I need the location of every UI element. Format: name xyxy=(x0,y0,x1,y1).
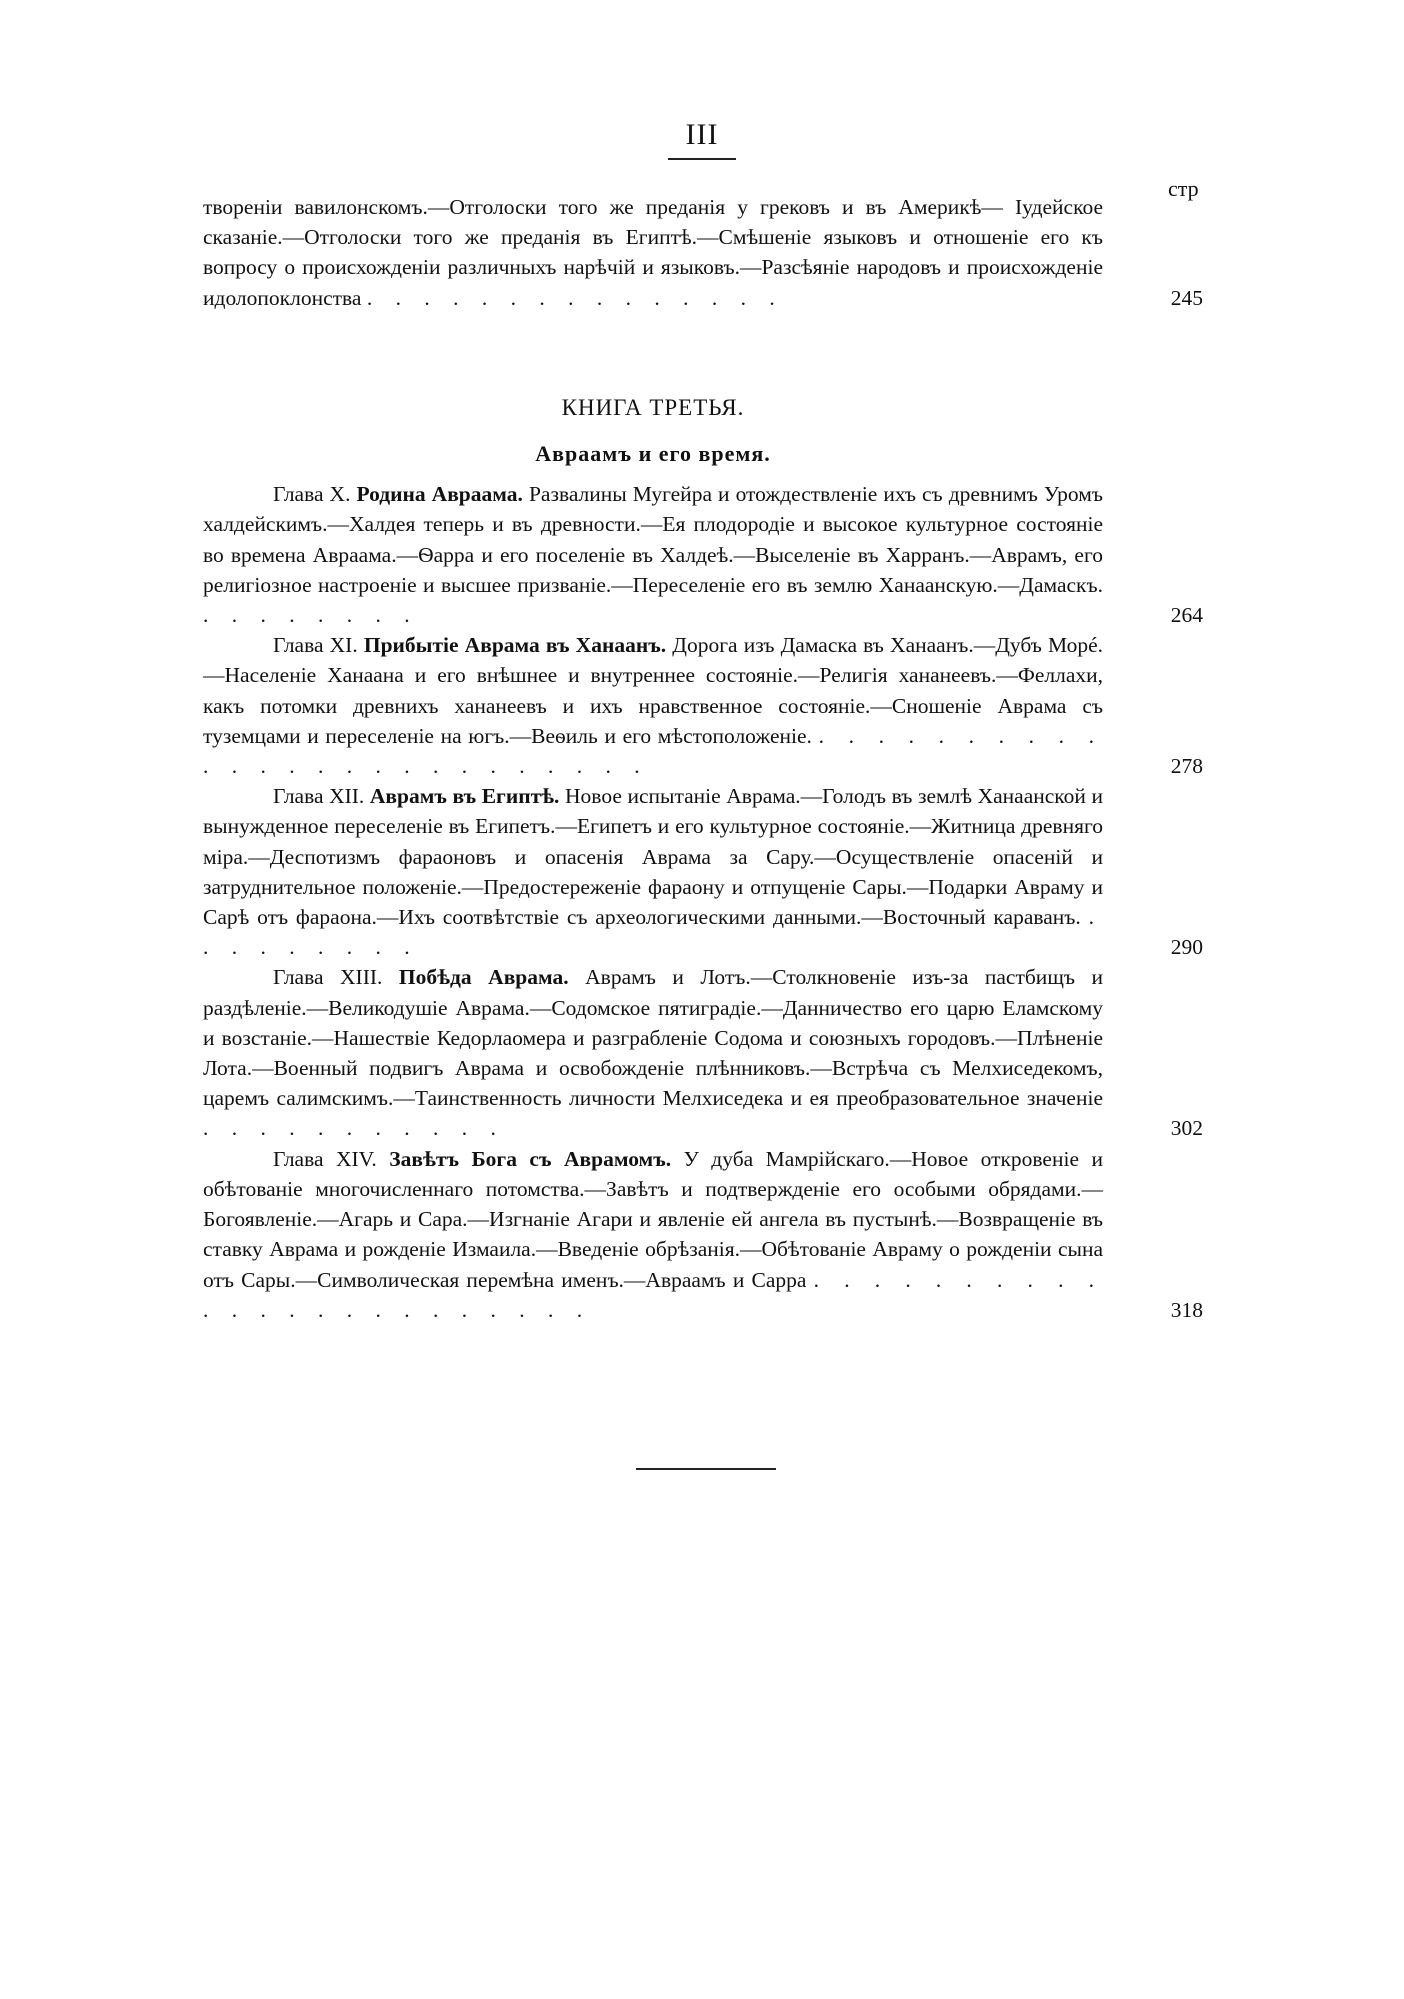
continuation-entry xyxy=(203,192,1203,313)
chapter-entry-11 xyxy=(203,630,1203,781)
chapter-page: 278 xyxy=(1170,754,1203,779)
chapter-label: Глава XIV. xyxy=(273,1146,377,1171)
chapter-page: 302 xyxy=(1170,1116,1203,1141)
table-of-contents xyxy=(203,192,1203,1325)
chapter-entry-10 xyxy=(203,479,1203,630)
chapter-page: 290 xyxy=(1170,935,1203,960)
chapter-entry-13 xyxy=(203,962,1203,1143)
continuation-entry-leader: . . . . . . . . . . . . . . . xyxy=(366,285,784,310)
chapter-heading: Побѣда Аврама. xyxy=(398,965,569,990)
page-number-rule xyxy=(668,158,736,160)
chapter-label: Глава XIII. xyxy=(273,965,383,990)
chapter-leader: . . . . . . . . xyxy=(203,603,419,628)
chapter-label: Глава XII. xyxy=(273,784,365,809)
chapter-entry-12 xyxy=(203,781,1203,962)
chapter-heading: Завѣтъ Бога съ Аврамомъ. xyxy=(389,1146,672,1171)
chapter-entry-body xyxy=(203,781,1103,962)
continuation-entry-text: твореніи вавилонскомъ.—Отголоски того же преданія у грековъ и въ Америкѣ— Іудейское сказаніе.—Отголоски того же преданія въ Египтѣ.—Смѣшеніе языковъ и отношеніе его къ вопросу о происхожденіи различныхъ нарѣчій и языковъ.—Разсѣяніе народовъ и происхожденіе идолопоклонства xyxy=(203,195,1103,310)
continuation-entry-body xyxy=(203,192,1103,313)
chapter-description: Новое испытаніе Аврама.—Голодъ въ землѣ Ханаанской и вынужденное переселеніе въ Египетъ.—Египетъ и его культурное состояніе.—Житница древняго міра.—Деспотизмъ фараоновъ и опасенія Аврама за Сару.—Осуществленіе опасеній и затруднительное положеніе.—Предостереженіе фараону и отпущеніе Сары.—Подарки Авраму и Сарѣ отъ фараона.—Ихъ соотвѣтствіе съ археологическими данными.—Восточный караванъ. xyxy=(203,784,1103,930)
chapter-description: Аврамъ и Лотъ.—Столкновеніе изъ-за пастбищъ и раздѣленіе.—Великодушіе Аврама.—Содомское пятиградіе.—Данничество его царю Еламскому и возстаніе.—Нашествіе Кедорлаомера и разграбленіе Содома и союзныхъ городовъ.—Плѣненіе Лота.—Военный подвигъ Аврама и освобожденіе плѣнниковъ.—Встрѣча съ Мелхиседекомъ, царемъ салимскимъ.—Таинственность личности Мелхиседека и ея преобразовательное значеніе xyxy=(203,965,1104,1111)
chapter-entry-body xyxy=(203,630,1103,781)
page-column-label: стр xyxy=(1168,176,1199,201)
chapter-label: Глава XI. xyxy=(273,633,358,658)
chapter-entry-body xyxy=(203,962,1103,1143)
end-rule xyxy=(636,1468,776,1470)
chapter-leader: . . . . . . . . . . . . . . . . . . . . . . . . . . xyxy=(203,723,1104,779)
chapter-entry-body xyxy=(203,1144,1103,1325)
chapter-entry-14 xyxy=(203,1144,1203,1325)
chapter-heading: Прибытіе Аврама въ Ханаанъ. xyxy=(363,633,667,658)
chapter-page: 264 xyxy=(1170,603,1203,628)
book-title: КНИГА ТРЕТЬЯ. xyxy=(561,394,745,420)
chapter-heading: Родина Авраама. xyxy=(356,482,523,507)
chapter-description: Дорога изъ Дамаска въ Ханаанъ.—Дубъ Морé.—Населеніе Ханаана и его внѣшнее и внутреннее состояніе.—Религія хананеевъ.—Феллахи, какъ потомки древнихъ хананеевъ и ихъ нравственное состояніе.—Сношеніе Аврама съ туземцами и переселеніе на югъ.—Веѳиль и его мѣстоположеніе. xyxy=(203,633,1104,748)
chapter-leader: . . . . . . . . . xyxy=(203,905,1104,960)
chapter-leader: . . . . . . . . . . . . . . . . . . . . . . . . xyxy=(203,1267,1104,1322)
chapter-label: Глава X. xyxy=(273,482,351,507)
chapter-entry-body xyxy=(203,479,1103,630)
chapter-description: У дуба Мамрійскаго.—Новое откровеніе и обѣтованіе многочисленнаго потомства.—Завѣтъ и подтвержденіе его особыми обрядами.—Богоявленіе.—Агарь и Сара.—Изгнаніе Агари и явленіе ей ангела въ пустынѣ.—Возвращеніе въ ставку Аврама и рожденіе Измаила.—Введеніе обрѣзанія.—Обѣтованіе Авраму о рожденіи сына отъ Сары.—Символическая перемѣна именъ.—Авраамъ и Сарра xyxy=(203,1146,1103,1292)
chapter-description: Развалины Мугейра и отождествленіе ихъ съ древнимъ Уромъ халдейскимъ.—Халдея теперь и въ древности.—Ея плодородіе и высокое культурное состояніе во времена Авраама.—Ѳарра и его поселеніе въ Халдеѣ.—Выселеніе въ Харранъ.—Аврамъ, его религіозное настроеніе и высшее призваніе.—Переселеніе его въ землю Ханаанскую.—Дамаскъ. xyxy=(203,482,1103,597)
chapter-page: 318 xyxy=(1170,1297,1203,1322)
chapter-heading: Аврамъ въ Египтѣ. xyxy=(369,784,560,809)
chapter-leader: . . . . . . . . . . . xyxy=(203,1116,505,1141)
continuation-entry-page: 245 xyxy=(1170,285,1203,310)
book-subtitle: Авраамъ и его время. xyxy=(535,441,771,467)
page-number: III xyxy=(685,118,719,151)
